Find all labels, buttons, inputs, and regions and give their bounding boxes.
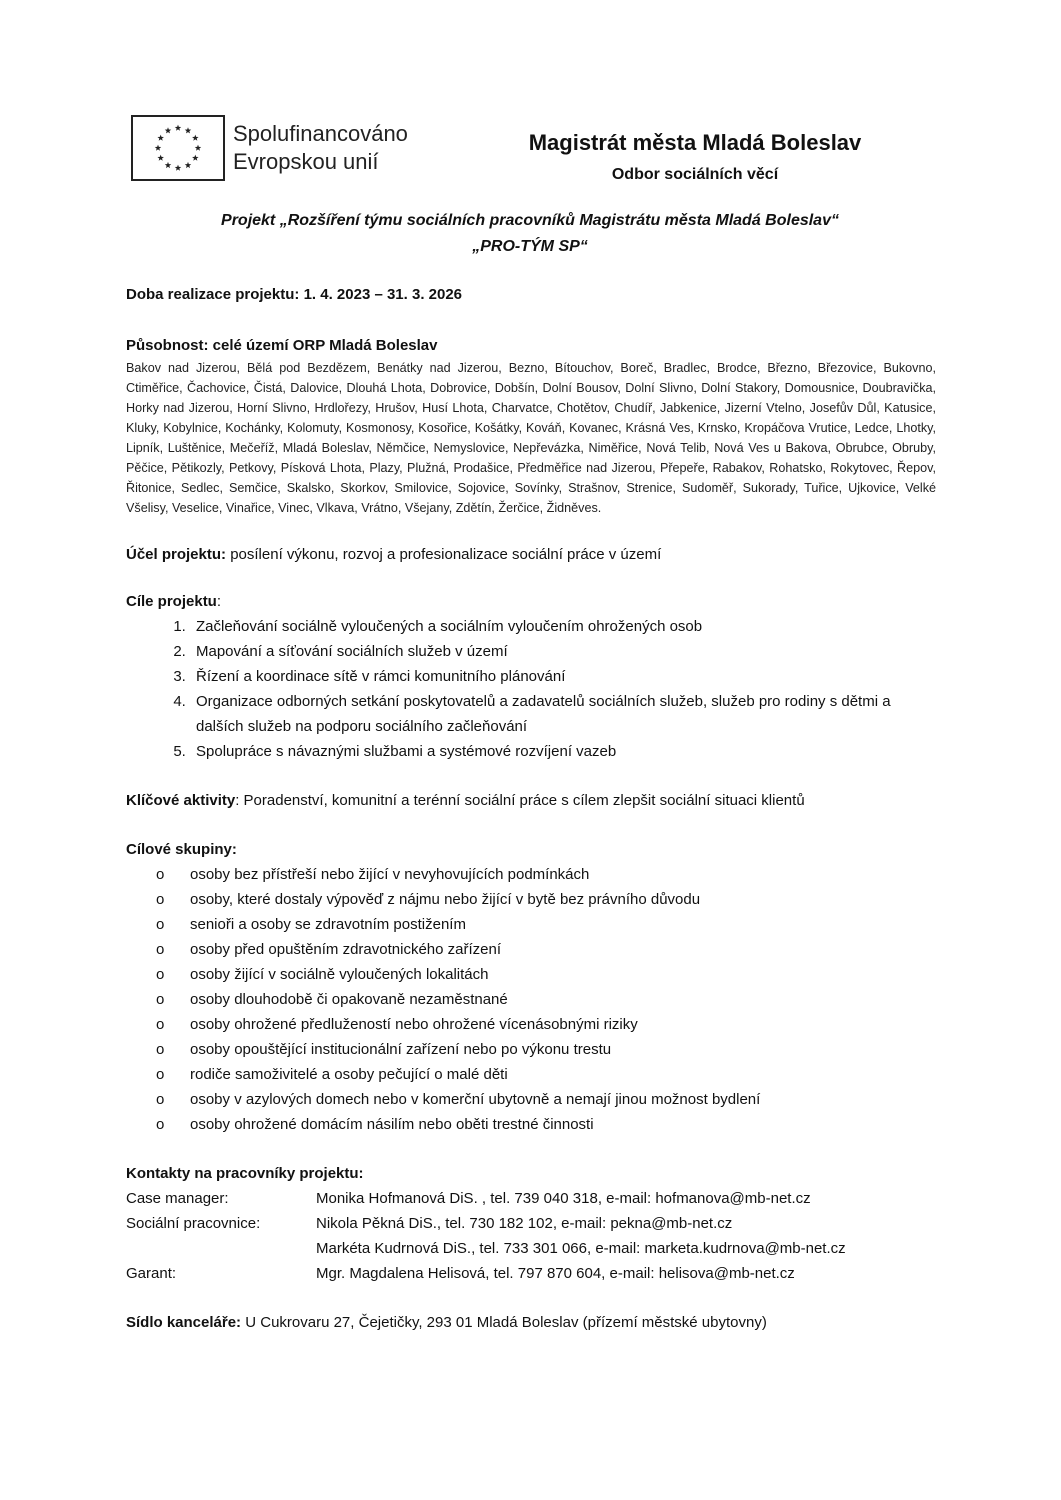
bullet: o xyxy=(156,916,165,933)
scope-label: Působnost: celé území ORP Mladá Boleslav xyxy=(126,337,438,354)
eu-star-icon xyxy=(185,127,191,133)
list-item-text: osoby žijící v sociálně vyloučených lokalitách xyxy=(190,966,489,983)
eu-star-icon xyxy=(175,125,181,131)
contact-role: Sociální pracovnice: xyxy=(126,1215,261,1232)
table-row xyxy=(126,1186,846,1211)
bullet: o xyxy=(156,991,165,1008)
eu-logo-line2: Evropskou unií xyxy=(233,149,379,174)
goals-label: Cíle projektu xyxy=(126,593,217,610)
contact-person: Monika Hofmanová DiS. , tel. 739 040 318, e-mail: hofmanova@mb-net.cz xyxy=(316,1190,811,1207)
list-item-text: osoby bez přístřeší nebo žijící v nevyhovujících podmínkách xyxy=(190,866,590,883)
bullet: o xyxy=(156,866,165,883)
scope-section xyxy=(126,333,936,518)
table-row xyxy=(126,1261,846,1286)
list-item-text: senioři a osoby se zdravotním postižením xyxy=(190,916,466,933)
list-item xyxy=(126,887,936,912)
organization-header xyxy=(480,128,910,184)
contact-person: Nikola Pěkná DiS., tel. 730 182 102, e-mail: pekna@mb-net.cz xyxy=(316,1215,733,1232)
list-item: 2. Mapování a síťování sociálních služeb v území xyxy=(190,639,936,664)
office-value: U Cukrovaru 27, Čejetičky, 293 01 Mladá Boleslav (přízemí městské ubytovny) xyxy=(241,1314,767,1331)
eu-star-icon xyxy=(192,135,198,141)
eu-star-icon xyxy=(157,135,163,141)
eu-logo-line1: Spolufinancováno xyxy=(233,121,408,146)
eu-flag-icon xyxy=(131,115,225,181)
eu-star-icon xyxy=(185,162,191,168)
contacts-section xyxy=(126,1161,936,1286)
target-groups-section xyxy=(126,837,936,1137)
target-groups-list xyxy=(126,862,936,1137)
list-item-text: osoby v azylových domech nebo v komerční ubytovně a nemají jinou možnost bydlení xyxy=(190,1091,761,1108)
target-groups-label: Cílové skupiny: xyxy=(126,841,237,858)
eu-star-icon xyxy=(155,145,161,151)
goals-list xyxy=(126,614,936,764)
contact-role: Garant: xyxy=(126,1265,177,1282)
list-item xyxy=(126,1037,936,1062)
organization-title: Magistrát města Mladá Boleslav xyxy=(528,130,862,155)
list-item xyxy=(126,962,936,987)
document-body xyxy=(126,282,936,1335)
table-row xyxy=(126,1236,846,1261)
purpose-section xyxy=(126,542,936,567)
list-item xyxy=(126,862,936,887)
realization-label: Doba realizace projektu: xyxy=(126,286,300,303)
eu-star-icon xyxy=(175,165,181,171)
bullet: o xyxy=(156,1066,165,1083)
contact-person: Mgr. Magdalena Helisová, tel. 797 870 604, e-mail: helisova@mb-net.cz xyxy=(316,1265,795,1282)
activities-value: : Poradenství, komunitní a terénní sociální práce s cílem zlepšit sociální situaci klientů xyxy=(235,792,805,809)
realization-value: 1. 4. 2023 – 31. 3. 2026 xyxy=(303,286,463,303)
list-item-text: osoby dlouhodobě či opakovaně nezaměstnané xyxy=(190,991,508,1008)
activities-label: Klíčové aktivity xyxy=(126,792,236,809)
eu-star-icon xyxy=(165,162,171,168)
contacts-table xyxy=(126,1186,846,1286)
list-item-text: osoby ohrožené předlužeností nebo ohrožené vícenásobnými riziky xyxy=(190,1016,638,1033)
bullet: o xyxy=(156,1116,165,1133)
contact-role: Case manager: xyxy=(126,1190,229,1207)
list-item xyxy=(126,912,936,937)
table-row xyxy=(126,1211,846,1236)
project-title-line1: Projekt „Rozšíření týmu sociálních pracovníků Magistrátu města Mladá Boleslav“ xyxy=(221,212,839,229)
bullet: o xyxy=(156,941,165,958)
list-item xyxy=(126,1012,936,1037)
contact-role xyxy=(126,1236,316,1261)
list-item-text: osoby před opuštěním zdravotnického zařízení xyxy=(190,941,502,958)
list-item: 3. Řízení a koordinace sítě v rámci komunitního plánování xyxy=(190,664,936,689)
list-item xyxy=(126,1112,936,1137)
list-item-text: osoby, které dostaly výpověď z nájmu nebo žijící v bytě bez právního důvodu xyxy=(190,891,701,908)
list-item-text: rodiče samoživitelé a osoby pečující o malé děti xyxy=(190,1066,508,1083)
bullet: o xyxy=(156,1041,165,1058)
list-item-text: osoby opouštějící institucionální zařízení nebo po výkonu trestu xyxy=(190,1041,612,1058)
bullet: o xyxy=(156,1016,165,1033)
list-item xyxy=(126,987,936,1012)
list-item xyxy=(126,1062,936,1087)
list-item xyxy=(126,937,936,962)
municipalities-list: Bakov nad Jizerou, Bělá pod Bezdězem, Benátky nad Jizerou, Bezno, Bítouchov, Boreč, Bradlec, Brodce, Březno, Březovice, Bukovno, Ctiměřice, Čachovice, Čistá, Dalovice, Dlouhá Lhota, Dobrovice, Dobšín, Dolní Bousov, Dolní Slivno, Dolní Stakory, Domousnice, Doubravička, Horky nad Jizerou, Horní Slivno, Hrdlořezy, Hrušov, Husí Lhota, Charvatce, Chotětov, Chudíř, Jabkenice, Jizerní Vtelno, Josefův Důl, Katusice, Kluky, Kobylnice, Kochánky, Kolomuty, Kosmonosy, Kosořice, Košátky, Kováň, Kovanec, Krásná Ves, Krnsko, Kropáčova Vrutice, Ledce, Lhotky, Lipník, Luštěnice, Mečeříž, Mladá Boleslav, Němčice, Nemyslovice, Nepřevázka, Niměřice, Nová Telib, Nová Ves u Bakova, Obrubce, Obruby, Pěčice, Pětikozly, Petkovy, Písková Lhota, Plazy, Plužná, Prodašice, Předměřice nad Jizerou, Přepeře, Rabakov, Rohatsko, Rokytovec, Řepov, Řitonice, Sedlec, Semčice, Skalsko, Skorkov, Smilovice, Sojovice, Sovínky, Strašnov, Strenice, Sudoměř, Sukorady, Tuřice, Ujkovice, Velké Všelisy, Veselice, Vinařice, Vinec, Vlkava, Vrátno, Všejany, Zdětín, Žerčice, Židněves. xyxy=(126,361,936,515)
realization-period xyxy=(126,282,936,307)
office-section xyxy=(126,1310,936,1335)
contact-person: Markéta Kudrnová DiS., tel. 733 301 066, e-mail: marketa.kudrnova@mb-net.cz xyxy=(316,1240,846,1257)
eu-star-icon xyxy=(192,155,198,161)
activities-section xyxy=(126,788,936,813)
eu-cofinancing-logo xyxy=(131,115,408,181)
eu-star-icon xyxy=(157,155,163,161)
contacts-label: Kontakty na pracovníky projektu: xyxy=(126,1165,364,1182)
eu-star-icon xyxy=(165,127,171,133)
project-title-line2: „PRO-TÝM SP“ xyxy=(472,238,588,255)
eu-logo-text xyxy=(233,120,408,176)
list-item-text: osoby ohrožené domácím násilím nebo oběti trestné činnosti xyxy=(190,1116,594,1133)
office-label: Sídlo kanceláře: xyxy=(126,1314,242,1331)
project-title xyxy=(90,208,970,260)
list-item: 1. Začleňování sociálně vyloučených a sociálním vyloučením ohrožených osob xyxy=(190,614,936,639)
goals-section: Cíle projektu: 1. Začleňování sociálně vyloučených a sociálním vyloučením ohrožených osob 2. Mapování a síťování sociálních služeb v území 3. Řízení a koordinace sítě v rámci komunitního plánování 4. Organizace odborných setkání poskytovatelů a zadavatelů sociálních služeb, služeb pro rodiny s dětmi a dalších služeb na podporu sociálního začleňování 5. Spolupráce s návaznými službami a systémové rozvíjení vazeb xyxy=(126,589,936,764)
list-item: 4. Organizace odborných setkání poskytovatelů a zadavatelů sociálních služeb, služeb pro rodiny s dětmi a dalších služeb na podporu sociálního začleňování xyxy=(190,689,936,739)
bullet: o xyxy=(156,966,165,983)
list-item xyxy=(126,1087,936,1112)
list-item: 5. Spolupráce s návaznými službami a systémové rozvíjení vazeb xyxy=(190,739,936,764)
organization-department: Odbor sociálních věcí xyxy=(611,166,779,183)
bullet: o xyxy=(156,1091,165,1108)
bullet: o xyxy=(156,891,165,908)
eu-star-icon xyxy=(195,145,201,151)
purpose-value: posílení výkonu, rozvoj a profesionalizace sociální práce v území xyxy=(226,546,662,563)
purpose-label: Účel projektu: xyxy=(126,546,227,563)
